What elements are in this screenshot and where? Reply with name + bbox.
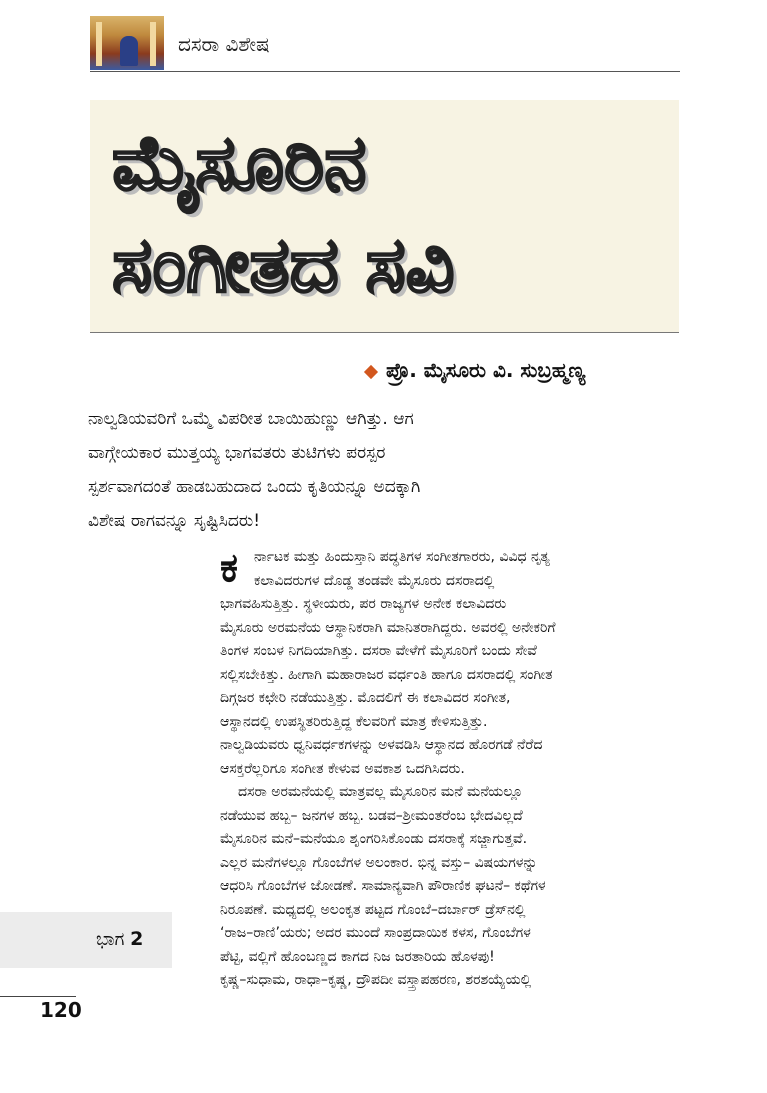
standfirst-line: ಸ್ಪರ್ಶವಾಗದಂತೆ ಹಾಡಬಹುದಾದ ಒಂದು ಕೃತಿಯನ್ನೂ ಅದಕ್ಕಾಗಿ <box>88 477 421 497</box>
thumbnail-pillar <box>150 22 156 66</box>
part-prefix: ಭಾಗ <box>96 929 125 950</box>
standfirst <box>88 402 608 538</box>
body-line: ನಿರೂಪಣೆ. ಮಧ್ಯದಲ್ಲಿ ಅಲಂಕೃತ ಪಟ್ಟದ ಗೊಂಬೆ–ದರ್ಬಾರ್ ಡ್ರೆಸ್‌ನಲ್ಲಿ <box>220 901 526 918</box>
byline <box>366 358 585 382</box>
body-line: ಸಲ್ಲಿಸಬೇಕಿತ್ತು. ಹೀಗಾಗಿ ಮಹಾರಾಜರ ವರ್ಧಂತಿ ಹಾಗೂ ದಸರಾದಲ್ಲಿ ಸಂಗೀತ <box>220 666 553 683</box>
body-line: ಪೆಟ್ಟಿ, ವಲ್ಲಿಗೆ ಹೊಂಬಣ್ಣದ ಕಾಗದ ನಿಜ ಜರತಾರಿಯ ಹೊಳಪು! <box>220 948 495 965</box>
standfirst-line: ನಾಲ್ವಡಿಯವರಿಗೆ ಒಮ್ಮೆ ವಿಪರೀತ ಬಾಯಿಹುಣ್ಣು ಆಗಿತ್ತು. ಆಗ <box>88 409 414 429</box>
body-line: ಭಾಗವಹಿಸುತ್ತಿತ್ತು. ಸ್ಥಳೀಯರು, ಪರ ರಾಜ್ಯಗಳ ಅನೇಕ ಕಲಾವಿದರು <box>220 596 507 612</box>
body-line: ಕೃಷ್ಣ–ಸುಧಾಮ, ರಾಧಾ–ಕೃಷ್ಣ, ದ್ರೌಪದೀ ವಸ್ತ್ರಾಪಹರಣ, ಶರಶಯ್ಯೆಯಲ್ಲಿ <box>220 972 532 988</box>
thumbnail-pillar <box>96 22 102 66</box>
body-line: ತಿಂಗಳ ಸಂಬಳ ನಿಗದಿಯಾಗಿತ್ತು. ದಸರಾ ವೇಳೆಗೆ ಮೈಸೂರಿಗೆ ಬಂದು ಸೇವೆ <box>220 643 537 659</box>
body-line: ಆಧರಿಸಿ ಗೊಂಬೆಗಳ ಜೋಡಣೆ. ಸಾಮಾನ್ಯವಾಗಿ ಪೌರಾಣಿಕ ಘಟನೆ– ಕಥೆಗಳ <box>220 878 546 894</box>
body-line: ದಿಗ್ಗಜರ ಕಛೇರಿ ನಡೆಯುತ್ತಿತ್ತು. ಮೊದಲಿಗೆ ಈ ಕಲಾವಿದರ ಸಂಗೀತ, <box>220 690 511 706</box>
part-box <box>0 912 172 968</box>
title-line-1: ಮೈಸೂರಿನ <box>112 118 367 207</box>
author-name: ಪ್ರೊ. ಮೈಸೂರು ವಿ. ಸುಬ್ರಹ್ಮಣ್ಯ <box>386 358 586 382</box>
body-line: ರ್ನಾಟಕ ಮತ್ತು ಹಿಂದುಸ್ತಾನಿ ಪದ್ಧತಿಗಳ ಸಂಗೀತಗಾರರು, ವಿವಿಧ ನೃತ್ಯ <box>254 549 550 565</box>
article-title <box>112 112 672 316</box>
section-label: ದಸರಾ ವಿಶೇಷ <box>178 32 270 56</box>
body-line: ಮೈಸೂರು ಅರಮನೆಯ ಆಸ್ಥಾನಿಕರಾಗಿ ಮಾನಿತರಾಗಿದ್ದರು. ಅವರಲ್ಲಿ ಅನೇಕರಿಗೆ <box>220 619 556 636</box>
page-number-rule <box>0 996 76 997</box>
title-rule <box>90 332 679 333</box>
body-line: ಆಸಕ್ತರೆಲ್ಲರಿಗೂ ಸಂಗೀತ ಕೇಳುವ ಅವಕಾಶ ಒದಗಿಸಿದರು. <box>220 760 465 777</box>
body-line: ನಾಲ್ವಡಿಯವರು ಧ್ವನಿವರ್ಧಕಗಳನ್ನು ಅಳವಡಿಸಿ ಆಸ್ಥಾನದ ಹೊರಗಡೆ ನೆರೆದ <box>220 737 543 753</box>
header-thumbnail-image <box>90 16 164 70</box>
body-line: ಮೈಸೂರಿನ ಮನೆ–ಮನೆಯೂ ಶೃಂಗರಿಸಿಕೊಂಡು ದಸರಾಕ್ಕೆ ಸಜ್ಜಾಗುತ್ತವೆ. <box>220 831 528 847</box>
thumbnail-figure <box>120 36 138 66</box>
part-number: 2 <box>130 928 144 950</box>
page-number: 120 <box>40 998 82 1022</box>
part-label <box>96 928 143 950</box>
standfirst-line: ವಿಶೇಷ ರಾಗವನ್ನೂ ಸೃಷ್ಟಿಸಿದರು! <box>88 511 261 531</box>
body-line: ನಡೆಯುವ ಹಬ್ಬ– ಜನಗಳ ಹಬ್ಬ. ಬಡವ–ಶ್ರೀಮಂತರೆಂಬ ಭೇದವಿಲ್ಲದೆ <box>220 807 523 824</box>
body-line: ಎಲ್ಲರ ಮನೆಗಳಲ್ಲೂ ಗೊಂಬೆಗಳ ಅಲಂಕಾರ. ಭಿನ್ನ ವಸ್ತು– ವಿಷಯಗಳನ್ನು <box>220 854 538 871</box>
body-line: ಕಲಾವಿದರುಗಳ ದೊಡ್ಡ ತಂಡವೇ ಮೈಸೂರು ದಸರಾದಲ್ಲಿ <box>254 572 495 589</box>
body-line: ಆಸ್ಥಾನದಲ್ಲಿ ಉಪಸ್ಥಿತರಿರುತ್ತಿದ್ದ ಕೆಲವರಿಗೆ ಮಾತ್ರ ಕೇಳಿಸುತ್ತಿತ್ತು. <box>220 713 488 730</box>
diamond-bullet-icon <box>364 364 378 378</box>
body-line: ದಸರಾ ಅರಮನೆಯಲ್ಲಿ ಮಾತ್ರವಲ್ಲ ಮೈಸೂರಿನ ಮನೆ ಮನೆಯಲ್ಲೂ <box>238 784 523 800</box>
drop-cap: ಕ <box>220 545 238 591</box>
header-rule <box>90 71 680 72</box>
article-body <box>220 546 680 993</box>
body-line: ‘ರಾಜ–ರಾಣಿ’ಯರು; ಅದರ ಮುಂದೆ ಸಾಂಪ್ರದಾಯಿಕ ಕಳಸ, ಗೊಂಬೆಗಳ <box>220 925 531 941</box>
title-line-2: ಸಂಗೀತದ ಸವಿ <box>112 220 455 309</box>
standfirst-line: ವಾಗ್ಗೇಯಕಾರ ಮುತ್ತಯ್ಯ ಭಾಗವತರು ತುಟಿಗಳು ಪರಸ್ಪರ <box>88 443 386 463</box>
